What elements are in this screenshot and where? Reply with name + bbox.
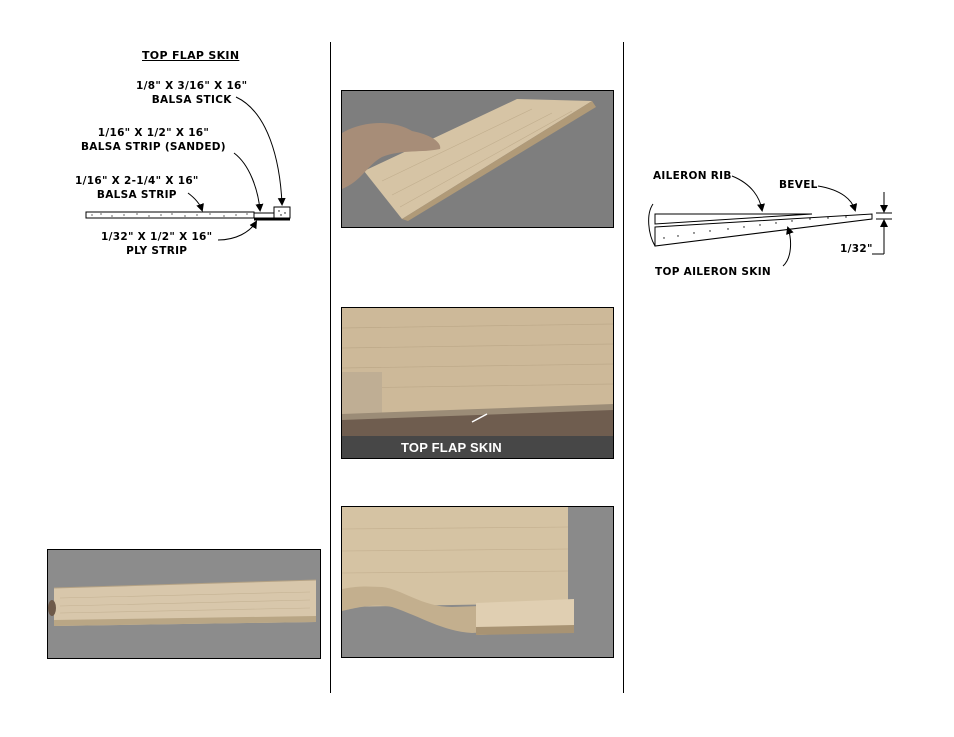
ply-strip-label-line2: PLY STRIP xyxy=(126,244,188,257)
thickness-label: 1/32" xyxy=(840,243,873,255)
balsa-strip-label-line1: 1/16" X 2-1/4" X 16" xyxy=(75,175,199,187)
balsa-stick-label-line2: BALSA STICK xyxy=(151,93,232,106)
balsa-stick-label-line1: 1/8" X 3/16" X 16" xyxy=(136,80,248,92)
aileron-rib-label: AILERON RIB xyxy=(653,170,732,182)
ply-strip-label-line1: 1/32" X 1/2" X 16" xyxy=(101,231,213,243)
bevel-leader xyxy=(818,186,855,210)
flap-photo-caption: TOP FLAP SKIN xyxy=(401,440,502,455)
sanded-strip-label-line1: 1/16" X 1/2" X 16" xyxy=(97,127,210,139)
aileron-leading-edge xyxy=(649,204,655,246)
balsa-strip-label-line2: BALSA STRIP xyxy=(96,188,177,201)
bevel-label: BEVEL xyxy=(779,179,818,191)
thickness-dimension xyxy=(872,192,892,254)
aileron-rib-leader xyxy=(732,176,762,210)
top-aileron-skin-leader xyxy=(783,228,791,266)
top-aileron-skin-label: TOP AILERON SKIN xyxy=(655,266,771,278)
sanded-strip-label-line2: BALSA STRIP (SANDED) xyxy=(81,140,226,153)
diagram-title: TOP FLAP SKIN xyxy=(142,49,240,62)
